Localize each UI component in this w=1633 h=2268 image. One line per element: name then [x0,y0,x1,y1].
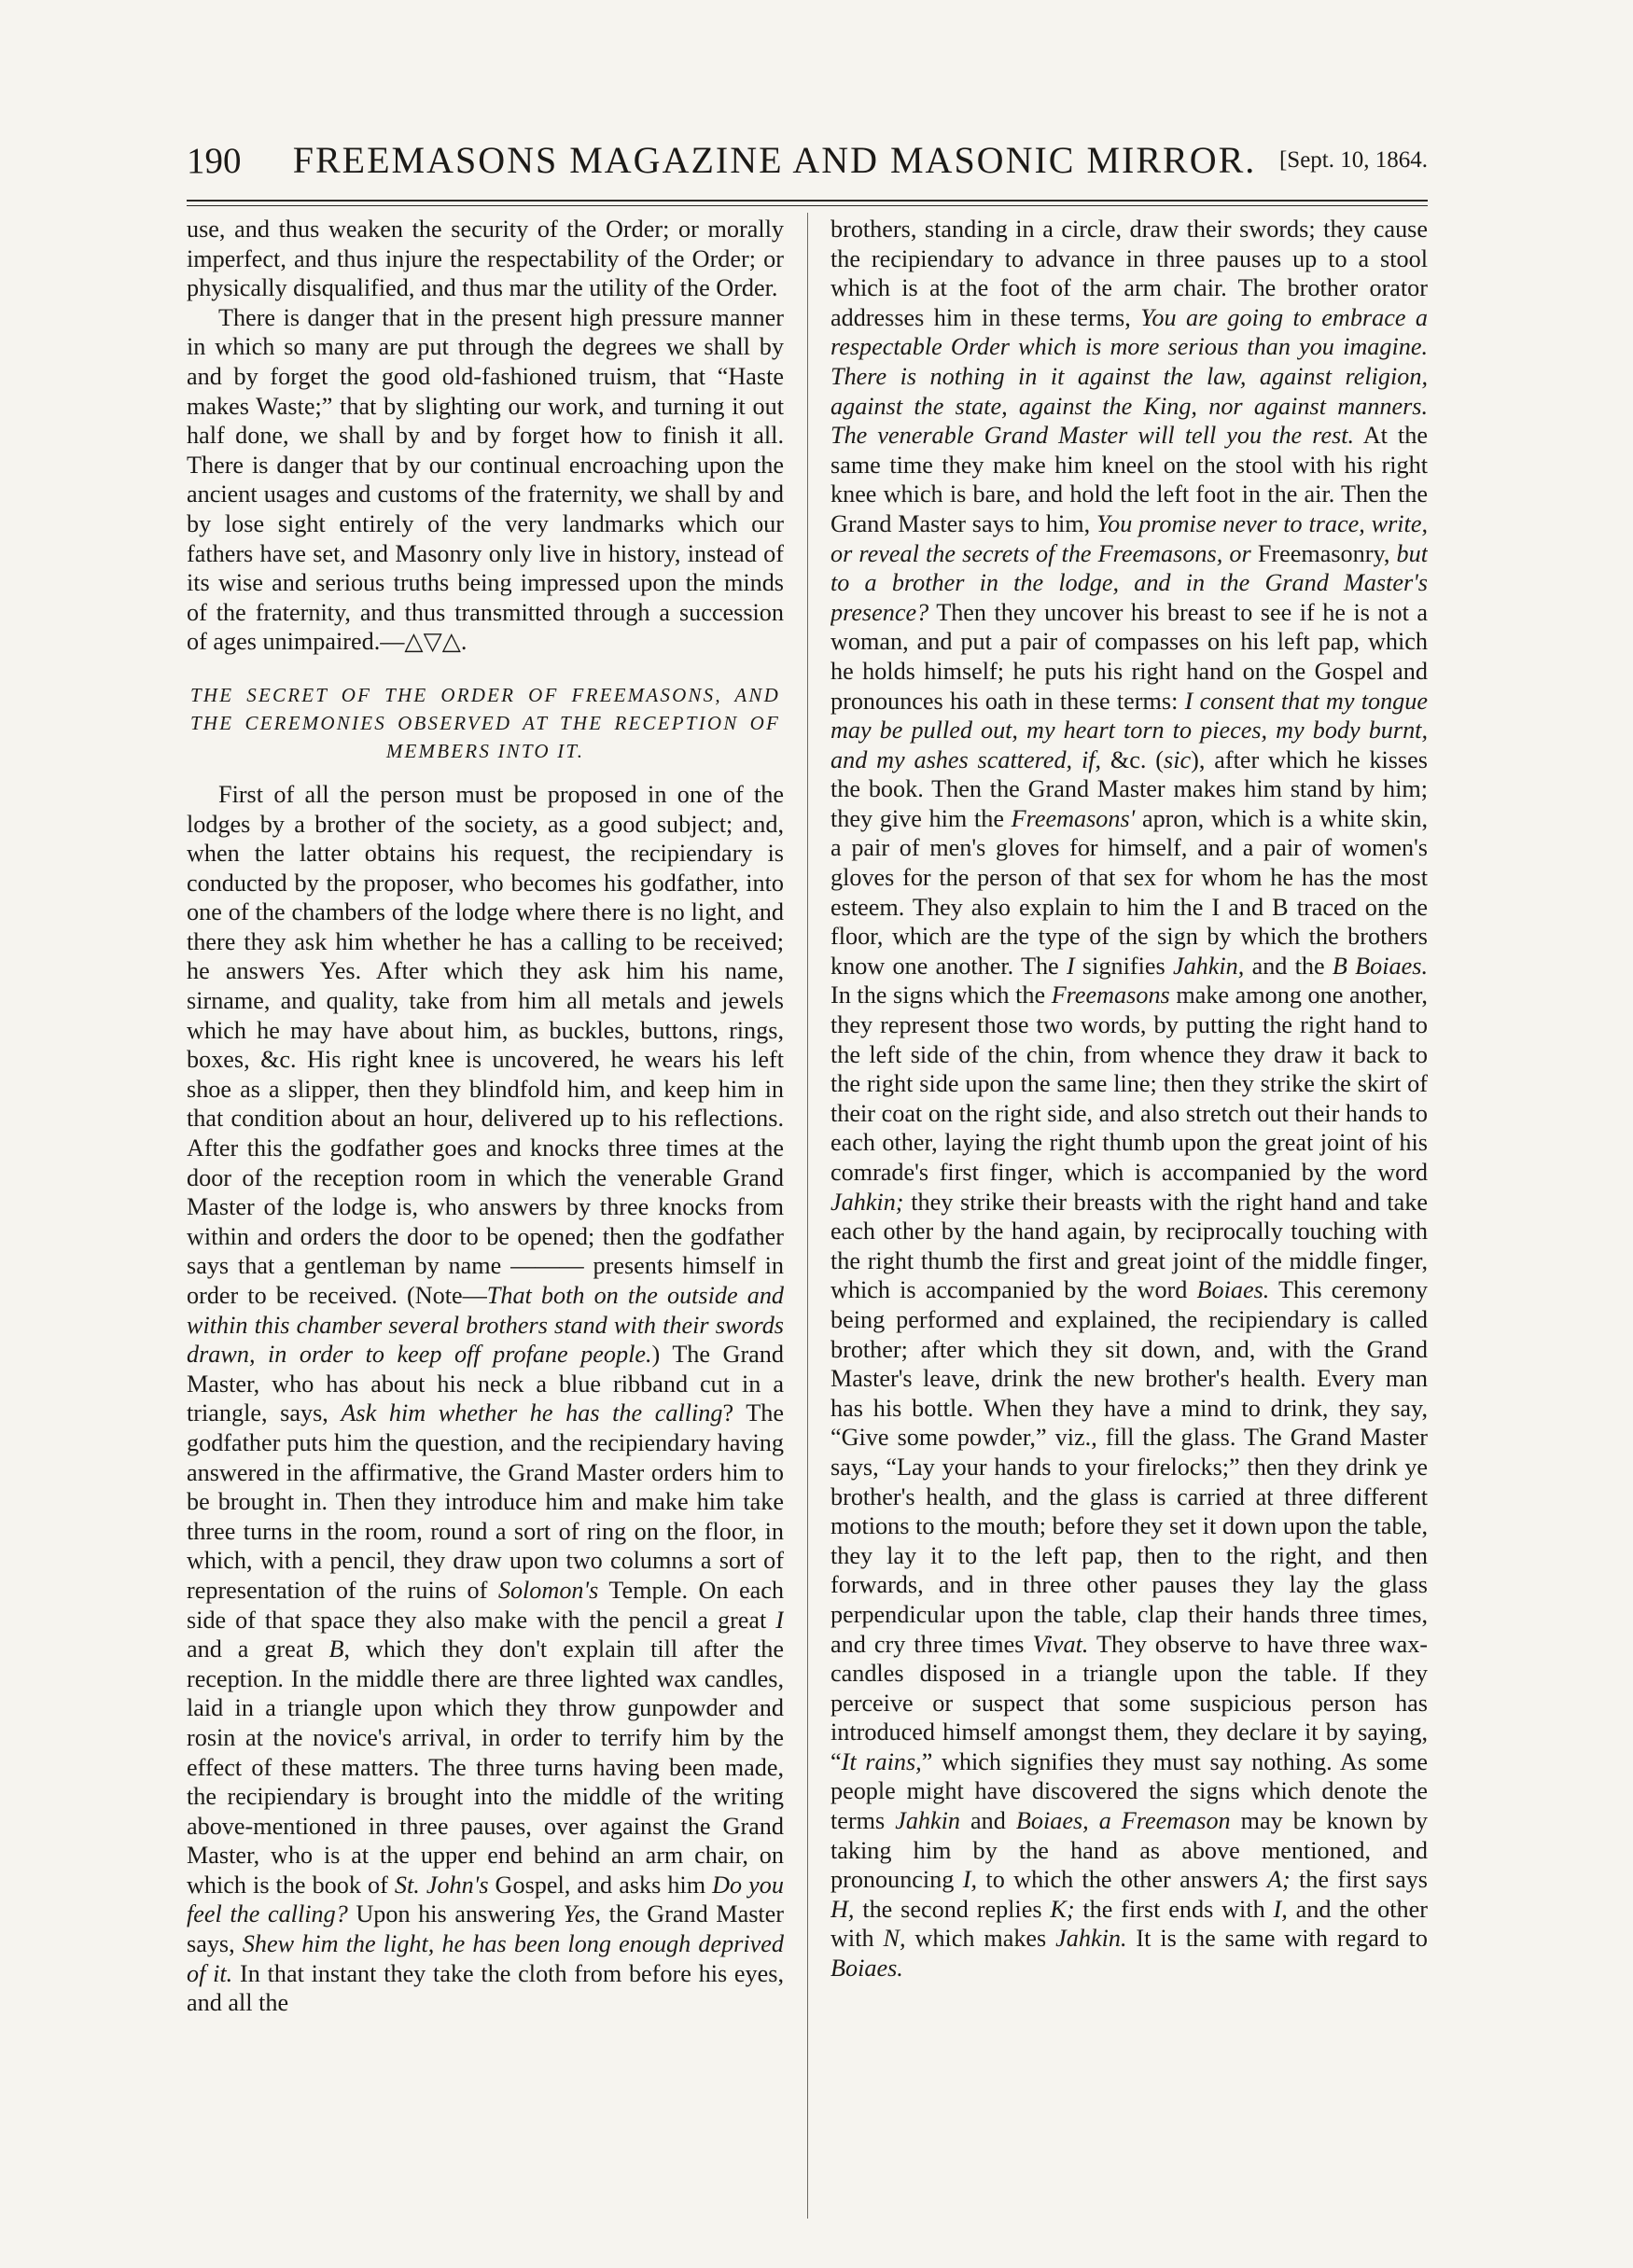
italic-run: B [328,1635,344,1663]
text-run: make among one another, they represent those two words, by putting the right hand to the left side of the chin, from whence they draw it back to the right side upon the same line; then they strike the skirt of their coat on the right side, and also stretch out their hands to each other, laying the right thumb upon the great joint of his comrade's first finger, which is accompanied by the word [830,981,1428,1186]
italic-run: N, [883,1925,906,1953]
italic-run: You promise never to trace, write, or reveal the secrets of the Freemasons, or [830,509,1428,567]
column-divider [807,213,808,2219]
italic-run: I consent that my tongue may be pulled out, my heart torn to pieces, my body burnt, and my ashes scattered, if, [830,687,1428,773]
italic-run: St. John's [394,1871,489,1899]
text-run: the second replies [854,1895,1051,1923]
text-run: they strike their breasts with the right hand and take each other by the hand again, by reciprocally touching with the right thumb the first and great joint of the middle finger, which is accompanied by the word [830,1188,1428,1304]
text-run: &c. ( [1101,745,1165,773]
text-run: ) The Grand Master, who has about his neck a blue ribband cut in a triangle, says, [187,1341,784,1427]
header-rule [187,200,1428,206]
paragraph: There is danger that in the present high pressure manner in which so many are put through the degrees we shall by and by forget the good old-fashioned truism, that “Haste makes Waste;” that by slighting our work, and turning it out half done, we shall by and by forget how to finish it all. There is danger that by our continual encroaching upon the ancient usages and customs of the fraternity, we shall by and by lose sight entirely of the very landmarks which our fathers have set, and Masonry only live in history, instead of its wise and serious truths being impressed upon the minds of the fraternity, and thus transmitted through a succession of ages unimpaired.—△▽△. [187,303,784,656]
text-run: Freemasonry, [1250,539,1397,567]
text-run: It is the same with regard to [1126,1925,1428,1953]
text-run: This ceremony being performed and explained, the recipiendary is called brother; after which they sit down, and, with the Grand Master's leave, drink the new brother's health. Every man has his bottle. When they have a mind to drink, they say, “Give some powder,” viz., fill the glass. The Grand Master says, “Lay your hands to your firelocks;” then they drink ye brother's health, and the glass is carried at three different motions to the mouth; before they set it down upon the table, they lay it to the left pap, then to the right, and then forwards, and in three other pauses they lay the glass perpendicular upon the table, clap their hands three times, and cry three times [830,1276,1428,1658]
text-run: the first says [1290,1866,1428,1894]
italic-run: I, [962,1866,978,1894]
italic-run: Boiaes, a Freemason [1015,1807,1231,1835]
italic-run: That both on the outside and within this chamber several brothers stand with their swords drawn, in order to keep off profane people. [187,1282,784,1369]
text-run: and the [1244,952,1333,980]
italic-run: Freemasons [1051,981,1170,1009]
italic-run: I [1066,952,1075,980]
text-run: Temple. On each side of that space they also make with the pencil a great [187,1576,784,1634]
text-run: which makes [905,1925,1056,1953]
text-run: In that instant they take the cloth from before his eyes, and all the [187,1959,784,2017]
italic-run: Vivat. [1032,1630,1089,1658]
italic-run: Boiaes. [830,1955,903,1983]
article-heading: THE SECRET OF THE ORDER OF FREEMASONS, AND THE CEREMONIES OBSERVED AT THE RECEPTION OF MEMBERS INTO IT. [190,683,780,762]
text-run: They observe to have three wax-candles disposed in a triangle upon the table. If they perceive or suspect that some suspicious person has introduced himself amongst them, they declare it by saying, “ [830,1630,1428,1775]
text-run: the first ends with [1074,1895,1274,1923]
italic-run: K; [1050,1895,1075,1923]
text-run: First of all the person must be proposed in one of the lodges by a brother of the society, as a good subject; and, when the latter obtains his request, the recipiendary is conducted by the proposer, who becomes his godfather, into one of the chambers of the lodge where there is no light, and there they ask him whether he has a calling to be received; he answers Yes. After which they ask him his name, sirname, and quality, take from him all metals and jewels which he may have about him, as buckles, buttons, rings, boxes, &c. His right knee is uncovered, he wears his left shoe as a slipper, then they blindfold him, and keep him in that condition about an hour, delivered up to his reflections. After this the godfather goes and knocks three times at the door of the reception room in which the venerable Grand Master of the lodge is, who answers by three knocks from within and orders the door to be opened; then the godfather says that a gentleman by name ——— presents himself in order to be received. (Note— [187,780,784,1309]
text-run: apron, which is a white skin, a pair of men's gloves for himself, and a pair of women's gloves for the person of that sex for whom he has the most esteem. They also explain to him the I and B traced on the floor, which are the type of the sign by which the brothers know one another. The [830,804,1428,980]
text-run: , which they don't explain till after the reception. In the middle there are three lighted wax candles, laid in a triangle upon which they throw gunpowder and rosin at the novice's arrival, in order to terrify him by the effect of these matters. The three turns having been made, the recipiendary is brought into the middle of the writing above-mentioned in three pauses, over against the Grand Master, who is at the upper end behind an arm chair, on which is the book of [187,1635,784,1899]
italic-run: It rains, [841,1747,922,1775]
text-run: At the same time they make him kneel on the stool with his right knee which is bare, and hold the left foot in the air. Then the Grand Master says to him, [830,422,1428,537]
italic-run: Solomon's [497,1576,599,1604]
italic-run: Jahkin; [830,1188,904,1216]
italic-run: H, [830,1895,855,1923]
italic-run: Yes, [563,1900,602,1928]
text-run: ” which signifies they must say nothing. As some people might have discovered the signs which denote the terms [830,1747,1428,1835]
italic-run: A; [1266,1866,1291,1894]
page-header [187,136,1428,192]
italic-run: Jahkin [895,1807,961,1835]
text-run: to which the other answers [977,1866,1267,1894]
paragraph: use, and thus weaken the security of the Order; or morally imperfect, and thus injure the respectability of the Order; or physically disqualified, and thus mar the utility of the Order. [187,216,784,302]
text-run: Then they uncover his breast to see if he is not a woman, and put a pair of compasses on his left pap, which he holds himself; he puts his right hand on the Gospel and pronounces his oath in these terms: [830,598,1428,715]
text-run: ? The godfather puts him the question, and the recipiendary having answered in the affirmative, the Grand Master orders him to be brought in. Then they introduce him and make him take three turns in the room, round a sort of ring on the floor, in which, with a pencil, they draw upon two columns a sort of representation of the ruins of [187,1399,784,1604]
italic-run: Ask him whether he has the calling [341,1399,723,1427]
italic-run: but to a brother in the lodge, and in the Grand Master's presence? [830,539,1428,626]
page-number: 190 [187,141,242,181]
italic-run: Shew him the light, he has been long enough deprived of it. [187,1930,784,1987]
italic-run: Jahkin. [1055,1925,1127,1953]
italic-run: Jahkin, [1172,952,1245,980]
text-run: the Grand Master says, [187,1900,784,1958]
text-run: and the other with [830,1895,1428,1953]
text-run: In the signs which the [830,981,1052,1009]
issue-date: [Sept. 10, 1864. [1278,147,1428,173]
masthead-title: FREEMASONS MAGAZINE AND MASONIC MIRROR. [292,139,1257,181]
text-run: ), after which he kisses the book. Then the Grand Master makes him stand by him; they give him the [830,745,1428,832]
text-run: may be known by taking him by the hand as above mentioned, and pronouncing [830,1807,1428,1894]
paragraph [187,780,784,2018]
text-run: and [960,1807,1016,1835]
italic-run: Freemasons' [1011,804,1136,832]
italic-run: I [775,1606,784,1634]
italic-run: Do you feel the calling? [187,1871,784,1928]
paragraph [830,215,1428,1983]
text-run: brothers, standing in a circle, draw their swords; they cause the recipiendary to advance in three pauses up to a stool which is at the foot of the arm chair. The brother orator addresses him in these terms, [830,216,1428,331]
italic-run: I, [1273,1895,1288,1923]
left-column [187,215,784,2220]
text-run: Upon his answering [347,1900,564,1928]
italic-run: sic [1164,745,1192,773]
text-run: signifies [1074,952,1173,980]
italic-run: B Boiaes. [1332,952,1428,980]
text-run: Gospel, and asks him [488,1871,713,1899]
text-run: and a great [187,1635,329,1663]
italic-run: Boiaes. [1196,1276,1270,1304]
italic-run: You are going to embrace a respectable Order which is more serious than you imagine. There is nothing in it against the law, against religion, against the state, against the King, nor against manners. The venerable Grand Master will tell you the rest. [830,303,1428,450]
right-column [830,215,1428,2220]
